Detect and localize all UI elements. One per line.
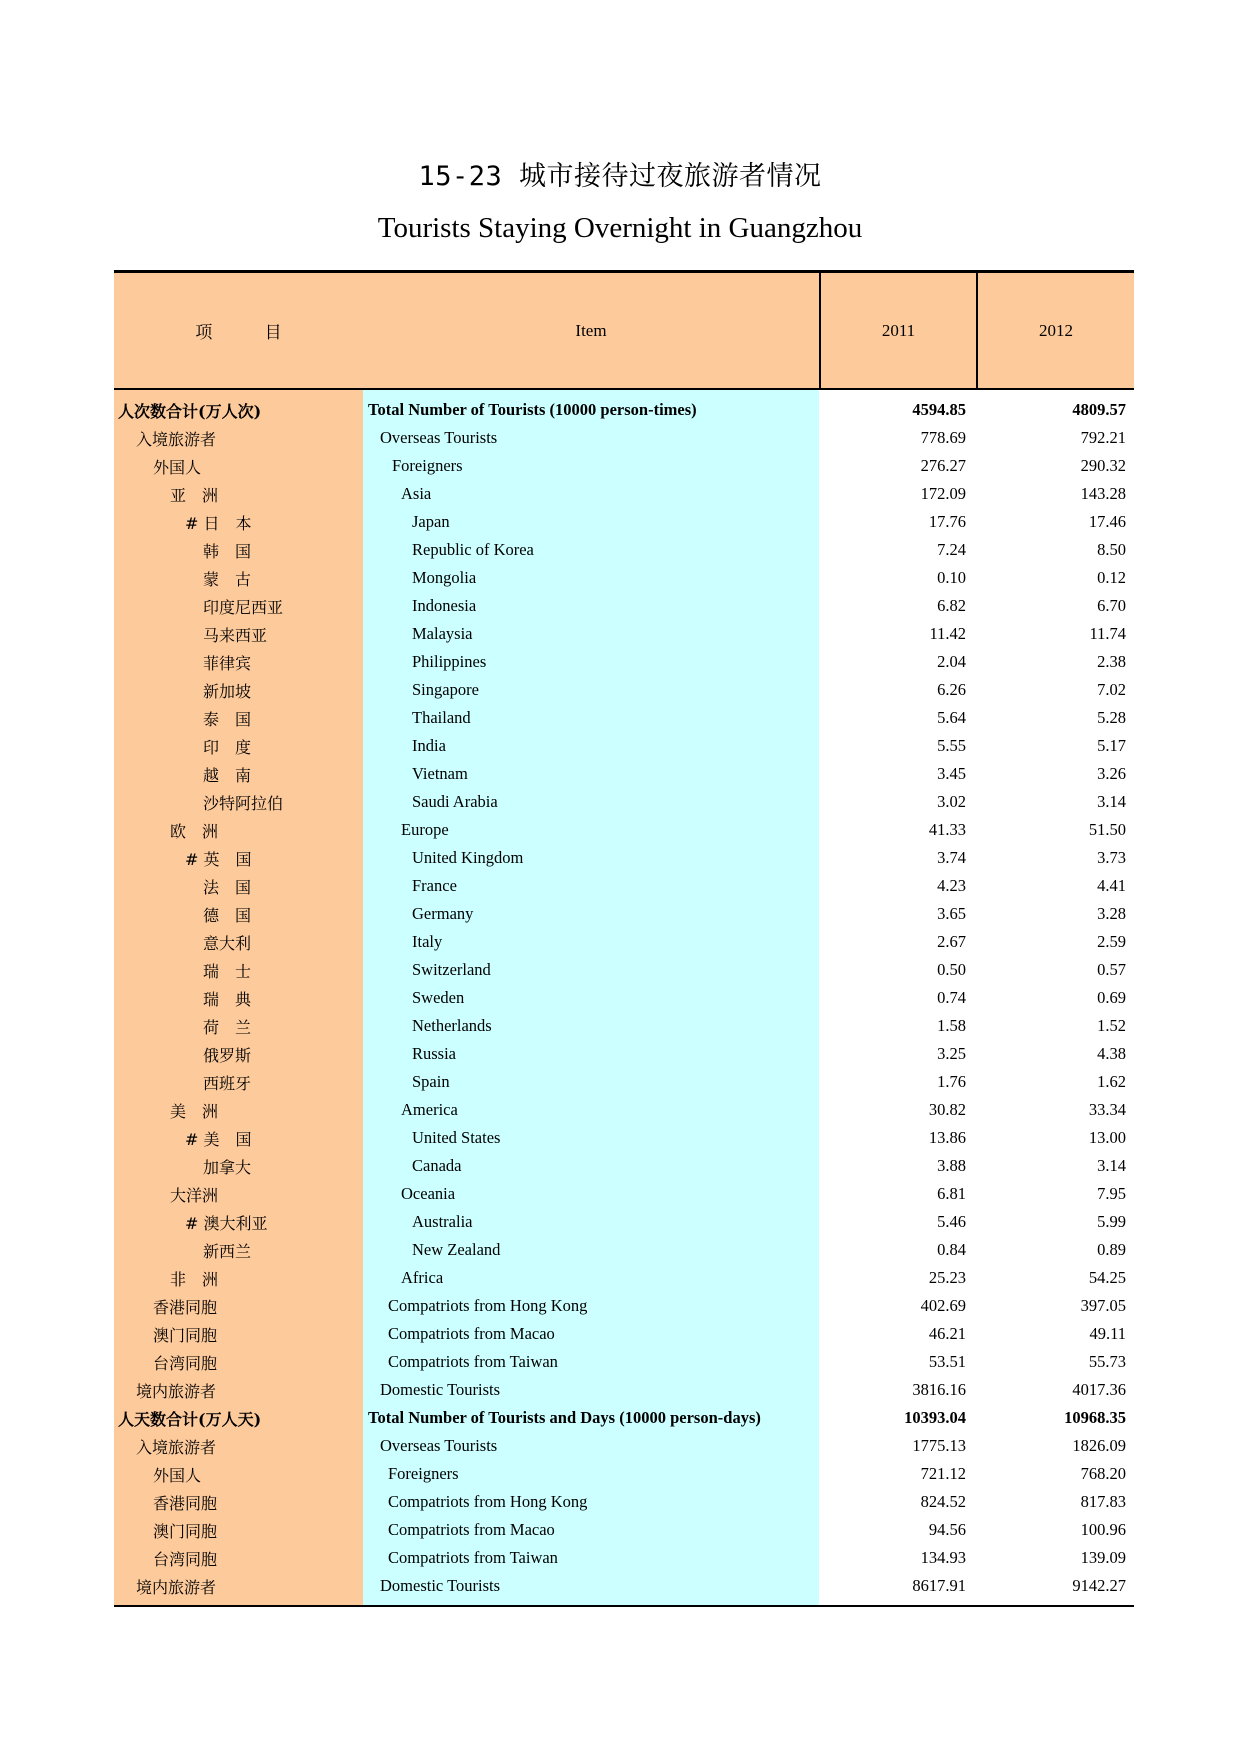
table-row <box>114 452 1134 480</box>
table-row <box>114 928 1134 956</box>
row-item-chinese: 境内旅游者 <box>136 1577 217 1597</box>
row-item-chinese: # 澳大利亚 <box>185 1213 268 1233</box>
table-row <box>114 1264 1134 1292</box>
row-value-2012: 3.26 <box>1097 764 1126 783</box>
page-title-english: Tourists Staying Overnight in Guangzhou <box>377 212 863 244</box>
row-item-chinese: 境内旅游者 <box>136 1381 217 1401</box>
row-item-english: Russia <box>412 1044 457 1063</box>
table-row <box>114 984 1134 1012</box>
row-item-english: Spain <box>412 1072 450 1091</box>
row-value-2011: 2.04 <box>937 652 966 671</box>
row-item-english: Compatriots from Macao <box>388 1520 555 1539</box>
table-row <box>114 536 1134 564</box>
row-item-english: Compatriots from Taiwan <box>388 1352 558 1371</box>
row-item-chinese: # 日 本 <box>185 513 252 533</box>
table-row <box>114 1096 1134 1124</box>
row-item-chinese: 澳门同胞 <box>153 1521 218 1541</box>
table-row <box>114 816 1134 844</box>
row-value-2012: 7.95 <box>1097 1184 1126 1203</box>
table-body <box>114 390 1134 1605</box>
row-value-2011: 3.74 <box>937 848 966 867</box>
row-item-english: Domestic Tourists <box>380 1576 500 1595</box>
row-item-chinese: 荷 兰 <box>203 1017 252 1037</box>
row-item-english: Germany <box>412 904 474 923</box>
row-item-chinese: # 美 国 <box>185 1129 252 1149</box>
row-value-2012: 17.46 <box>1088 512 1126 531</box>
row-item-english: Canada <box>412 1156 462 1175</box>
row-item-english: Italy <box>412 932 443 951</box>
row-item-chinese: 台湾同胞 <box>153 1353 218 1373</box>
row-item-english: India <box>412 736 446 755</box>
table-row <box>114 732 1134 760</box>
table-row <box>114 900 1134 928</box>
row-item-english: America <box>401 1100 458 1119</box>
row-item-english: Indonesia <box>412 596 477 615</box>
row-value-2012: 5.99 <box>1097 1212 1126 1231</box>
row-value-2011: 4.23 <box>937 876 966 895</box>
row-value-2012: 0.12 <box>1097 568 1126 587</box>
row-value-2011: 0.10 <box>937 568 966 587</box>
table-row <box>114 592 1134 620</box>
row-item-english: Netherlands <box>412 1016 492 1035</box>
row-item-english: Singapore <box>412 680 479 699</box>
row-value-2012: 1826.09 <box>1072 1436 1126 1455</box>
row-item-chinese: 印度尼西亚 <box>203 597 284 617</box>
row-value-2012: 11.74 <box>1089 624 1126 643</box>
row-item-english: Compatriots from Hong Kong <box>388 1492 588 1511</box>
row-value-2012: 4017.36 <box>1072 1380 1126 1399</box>
table-rows <box>114 390 1134 1605</box>
row-item-chinese: 越 南 <box>203 765 252 785</box>
row-value-2012: 49.11 <box>1089 1324 1126 1343</box>
row-value-2012: 9142.27 <box>1072 1576 1126 1595</box>
row-item-english: Foreigners <box>392 456 463 475</box>
row-item-english: Vietnam <box>412 764 468 783</box>
table-row <box>114 788 1134 816</box>
row-item-chinese: 人次数合计(万人次) <box>118 401 262 421</box>
row-item-chinese: 人天数合计(万人天) <box>118 1409 262 1429</box>
row-value-2011: 402.69 <box>920 1296 966 1315</box>
row-item-chinese: 新加坡 <box>203 681 252 701</box>
row-value-2012: 3.73 <box>1097 848 1126 867</box>
tourist-table <box>114 270 1134 1607</box>
table-row <box>114 844 1134 872</box>
row-value-2011: 0.84 <box>937 1240 966 1259</box>
table-row <box>114 1404 1134 1432</box>
row-value-2012: 1.62 <box>1097 1072 1126 1091</box>
row-value-2011: 1.76 <box>937 1072 966 1091</box>
row-value-2011: 0.50 <box>937 960 966 979</box>
row-value-2011: 41.33 <box>928 820 966 839</box>
table-row <box>114 620 1134 648</box>
row-value-2011: 5.46 <box>937 1212 966 1231</box>
row-value-2011: 134.93 <box>920 1548 966 1567</box>
row-item-chinese: 菲律宾 <box>203 653 252 673</box>
row-value-2011: 53.51 <box>928 1352 966 1371</box>
row-item-chinese: 亚 洲 <box>170 485 219 505</box>
row-value-2011: 721.12 <box>920 1464 966 1483</box>
row-value-2012: 143.28 <box>1080 484 1126 503</box>
row-item-chinese: 瑞 典 <box>203 989 252 1009</box>
row-item-chinese: 美 洲 <box>170 1101 219 1121</box>
row-item-english: Total Number of Tourists and Days (10000 person-days) <box>368 1408 761 1427</box>
table-row <box>114 508 1134 536</box>
row-value-2011: 172.09 <box>920 484 966 503</box>
table-row <box>114 1488 1134 1516</box>
table-row <box>114 1068 1134 1096</box>
header-item-english: Item <box>363 273 821 388</box>
row-value-2012: 4809.57 <box>1072 400 1126 419</box>
row-item-chinese: # 英 国 <box>185 849 252 869</box>
row-item-chinese: 外国人 <box>153 457 202 477</box>
row-item-chinese: 非 洲 <box>170 1269 219 1289</box>
row-item-chinese: 台湾同胞 <box>153 1549 218 1569</box>
table-row <box>114 424 1134 452</box>
row-item-chinese: 意大利 <box>203 933 252 953</box>
row-value-2012: 7.02 <box>1097 680 1126 699</box>
page-title-chinese: 15-23 城市接待过夜旅游者情况 <box>418 161 822 192</box>
row-value-2011: 5.64 <box>937 708 966 727</box>
row-value-2011: 824.52 <box>920 1492 966 1511</box>
row-value-2012: 54.25 <box>1088 1268 1126 1287</box>
row-value-2012: 792.21 <box>1080 428 1126 447</box>
row-value-2011: 5.55 <box>937 736 966 755</box>
row-item-chinese: 大洋洲 <box>170 1185 219 1205</box>
row-item-chinese: 德 国 <box>203 905 252 925</box>
header-year-2011: 2011 <box>821 273 978 388</box>
row-item-chinese: 西班牙 <box>203 1073 252 1093</box>
row-item-english: Japan <box>412 512 450 531</box>
header-item-chinese: 项 目 <box>195 323 282 342</box>
row-value-2012: 0.69 <box>1097 988 1126 1007</box>
row-value-2011: 17.76 <box>928 512 966 531</box>
row-item-chinese: 蒙 古 <box>203 569 252 589</box>
row-value-2012: 55.73 <box>1088 1352 1126 1371</box>
row-item-english: Australia <box>412 1212 473 1231</box>
row-item-english: Republic of Korea <box>412 540 534 559</box>
row-value-2012: 10968.35 <box>1064 1408 1126 1427</box>
row-item-english: France <box>412 876 457 895</box>
table-row <box>114 1544 1134 1572</box>
row-item-chinese: 入境旅游者 <box>136 1437 217 1457</box>
row-value-2011: 7.24 <box>937 540 966 559</box>
row-value-2012: 100.96 <box>1080 1520 1126 1539</box>
table-row <box>114 1208 1134 1236</box>
row-value-2012: 6.70 <box>1097 596 1126 615</box>
row-value-2011: 778.69 <box>920 428 966 447</box>
row-item-english: New Zealand <box>412 1240 501 1259</box>
row-value-2011: 94.56 <box>928 1520 966 1539</box>
row-value-2012: 51.50 <box>1088 820 1126 839</box>
row-item-english: Philippines <box>412 652 487 671</box>
row-value-2012: 0.89 <box>1097 1240 1126 1259</box>
row-item-english: Mongolia <box>412 568 477 587</box>
row-value-2012: 3.28 <box>1097 904 1126 923</box>
table-row <box>114 760 1134 788</box>
row-value-2012: 3.14 <box>1097 1156 1126 1175</box>
row-item-chinese: 马来西亚 <box>203 625 268 645</box>
row-value-2011: 30.82 <box>928 1100 966 1119</box>
row-item-chinese: 泰 国 <box>203 709 252 729</box>
row-value-2011: 6.81 <box>937 1184 966 1203</box>
table-row <box>114 956 1134 984</box>
row-item-english: Malaysia <box>412 624 473 643</box>
table-row <box>114 1180 1134 1208</box>
row-item-english: Africa <box>401 1268 444 1287</box>
row-item-chinese: 香港同胞 <box>153 1493 218 1513</box>
row-value-2012: 4.41 <box>1097 876 1126 895</box>
row-value-2012: 768.20 <box>1080 1464 1126 1483</box>
table-row <box>114 1432 1134 1460</box>
row-value-2011: 3.45 <box>937 764 966 783</box>
row-value-2011: 276.27 <box>920 456 966 475</box>
row-item-english: United Kingdom <box>412 848 524 867</box>
row-value-2011: 2.67 <box>937 932 966 951</box>
row-item-chinese: 入境旅游者 <box>136 429 217 449</box>
row-value-2011: 0.74 <box>937 988 966 1007</box>
row-value-2012: 5.17 <box>1097 736 1126 755</box>
table-row <box>114 1572 1134 1600</box>
table-row <box>114 1012 1134 1040</box>
row-item-english: Domestic Tourists <box>380 1380 500 1399</box>
table-row <box>114 704 1134 732</box>
row-item-english: Thailand <box>412 708 471 727</box>
row-item-english: Overseas Tourists <box>380 1436 498 1455</box>
table-row <box>114 872 1134 900</box>
table-row <box>114 1124 1134 1152</box>
row-item-english: Compatriots from Taiwan <box>388 1548 558 1567</box>
table-header <box>114 273 1134 390</box>
table-row <box>114 1348 1134 1376</box>
row-value-2012: 4.38 <box>1097 1044 1126 1063</box>
row-item-chinese: 沙特阿拉伯 <box>203 793 284 813</box>
row-item-english: Compatriots from Hong Kong <box>388 1296 588 1315</box>
row-item-english: Europe <box>401 820 449 839</box>
row-value-2012: 8.50 <box>1097 540 1126 559</box>
row-value-2011: 11.42 <box>929 624 966 643</box>
row-item-chinese: 俄罗斯 <box>203 1045 252 1065</box>
row-value-2012: 397.05 <box>1080 1296 1126 1315</box>
table-row <box>114 1376 1134 1404</box>
row-item-english: Switzerland <box>412 960 491 979</box>
table-row <box>114 1236 1134 1264</box>
row-value-2011: 10393.04 <box>904 1408 966 1427</box>
row-item-chinese: 加拿大 <box>203 1157 252 1177</box>
row-value-2011: 6.26 <box>937 680 966 699</box>
row-value-2012: 33.34 <box>1088 1100 1126 1119</box>
row-value-2011: 13.86 <box>928 1128 966 1147</box>
row-value-2012: 0.57 <box>1097 960 1126 979</box>
row-item-english: Oceania <box>401 1184 456 1203</box>
row-value-2011: 25.23 <box>928 1268 966 1287</box>
header-year-2012: 2012 <box>1039 320 1073 340</box>
table-row <box>114 1152 1134 1180</box>
row-value-2012: 1.52 <box>1097 1016 1126 1035</box>
row-item-chinese: 新西兰 <box>203 1241 252 1261</box>
row-value-2011: 1.58 <box>937 1016 966 1035</box>
table-row <box>114 480 1134 508</box>
table-row <box>114 676 1134 704</box>
table-row <box>114 1516 1134 1544</box>
table-row <box>114 1292 1134 1320</box>
row-value-2011: 4594.85 <box>912 400 966 419</box>
row-value-2011: 1775.13 <box>912 1436 966 1455</box>
row-item-english: Asia <box>401 484 432 503</box>
row-value-2012: 5.28 <box>1097 708 1126 727</box>
table-row <box>114 1320 1134 1348</box>
row-value-2011: 3.65 <box>937 904 966 923</box>
row-item-chinese: 香港同胞 <box>153 1297 218 1317</box>
row-item-english: United States <box>412 1128 501 1147</box>
row-item-chinese: 外国人 <box>153 1465 202 1485</box>
row-item-english: Total Number of Tourists (10000 person-times) <box>368 400 697 419</box>
row-value-2012: 2.38 <box>1097 652 1126 671</box>
row-item-english: Saudi Arabia <box>412 792 498 811</box>
row-value-2011: 3.25 <box>937 1044 966 1063</box>
row-value-2011: 8617.91 <box>912 1576 966 1595</box>
row-value-2011: 6.82 <box>937 596 966 615</box>
row-value-2011: 3816.16 <box>912 1380 966 1399</box>
row-value-2011: 46.21 <box>928 1324 966 1343</box>
row-value-2011: 3.02 <box>937 792 966 811</box>
row-value-2012: 139.09 <box>1080 1548 1126 1567</box>
table-bottom-rule <box>114 1605 1134 1607</box>
row-item-chinese: 韩 国 <box>203 541 252 561</box>
row-item-english: Sweden <box>412 988 465 1007</box>
row-item-chinese: 印 度 <box>203 737 252 757</box>
table-row <box>114 564 1134 592</box>
row-value-2012: 817.83 <box>1080 1492 1126 1511</box>
row-item-english: Foreigners <box>388 1464 459 1483</box>
row-item-chinese: 欧 洲 <box>170 821 219 841</box>
row-value-2012: 290.32 <box>1080 456 1126 475</box>
table-row <box>114 648 1134 676</box>
row-value-2012: 13.00 <box>1088 1128 1126 1147</box>
table-row <box>114 396 1134 424</box>
row-item-chinese: 瑞 士 <box>203 961 252 981</box>
table-row <box>114 1460 1134 1488</box>
row-value-2012: 3.14 <box>1097 792 1126 811</box>
row-item-english: Compatriots from Macao <box>388 1324 555 1343</box>
row-item-chinese: 法 国 <box>203 877 252 897</box>
table-row <box>114 1040 1134 1068</box>
row-value-2012: 2.59 <box>1097 932 1126 951</box>
row-value-2011: 3.88 <box>937 1156 966 1175</box>
row-item-english: Overseas Tourists <box>380 428 498 447</box>
row-item-chinese: 澳门同胞 <box>153 1325 218 1345</box>
